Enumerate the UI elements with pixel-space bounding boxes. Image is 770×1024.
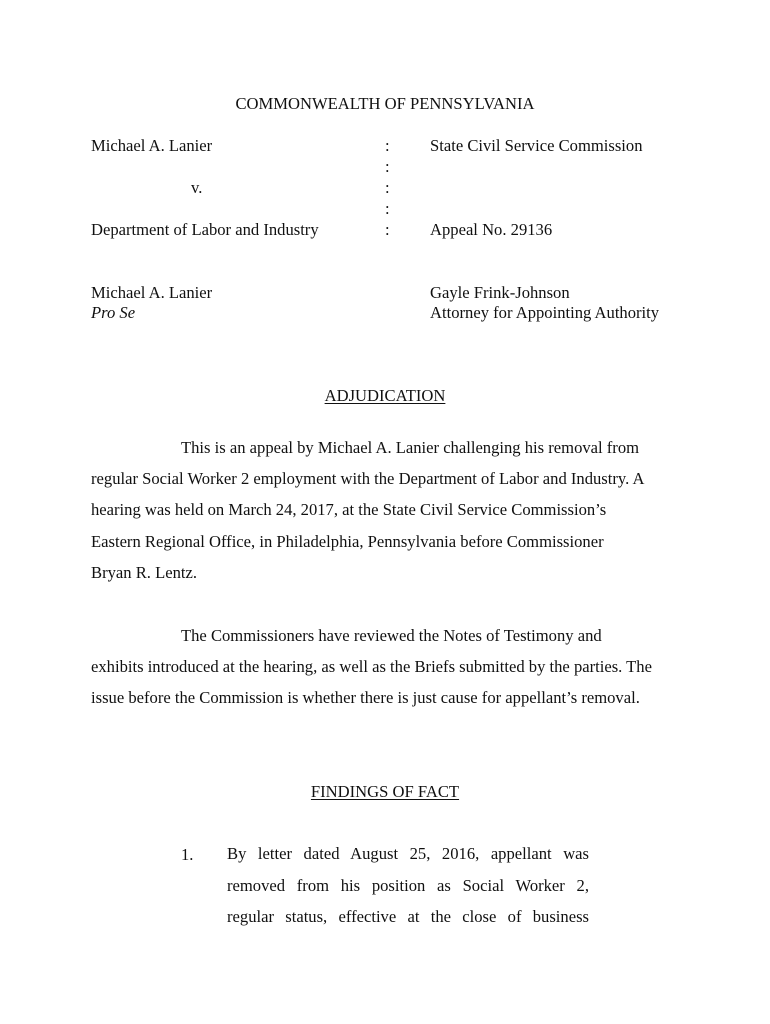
caption-tribunal: State Civil Service Commission: [430, 136, 643, 155]
paragraph-line: This is an appeal by Michael A. Lanier challenging his removal from: [181, 438, 640, 457]
adjudication-paragraph-2: [91, 620, 680, 714]
paragraph-line: Eastern Regional Office, in Philadelphia, Pennsylvania before Commissioner: [91, 531, 604, 551]
paragraph-line: Bryan R. Lentz.: [91, 562, 197, 582]
document-header: COMMONWEALTH OF PENNSYLVANIA: [235, 94, 535, 113]
caption-appeal-number: Appeal No. 29136: [430, 220, 553, 239]
adjudication-paragraph-1: [91, 432, 680, 588]
caption-colon: :: [385, 178, 390, 197]
finding-line: removed from his position as Social Worker 2,: [227, 875, 589, 895]
finding-number: 1.: [181, 845, 194, 864]
finding-line: By letter dated August 25, 2016, appellant was: [227, 844, 589, 863]
finding-text: [227, 838, 589, 933]
section-heading-findings: [0, 782, 770, 802]
findings-heading-text: FINDINGS OF FACT: [310, 782, 460, 801]
caption-colon: :: [385, 136, 390, 155]
caption-colon: :: [385, 199, 390, 218]
paragraph-line: issue before the Commission is whether there is just cause for appellant’s removal.: [91, 688, 640, 708]
paragraph-line: exhibits introduced at the hearing, as well as the Briefs submitted by the parties. The: [91, 657, 652, 677]
paragraph-line: The Commissioners have reviewed the Notes of Testimony and: [181, 626, 602, 645]
caption-appellant: Michael A. Lanier: [91, 136, 213, 155]
caption-colon: :: [385, 220, 390, 239]
counsel-appellant-role: Pro Se: [91, 303, 136, 322]
paragraph-line: hearing was held on March 24, 2017, at the State Civil Service Commission’s: [91, 500, 607, 520]
counsel-appointing-name: Gayle Frink-Johnson: [430, 283, 570, 302]
adjudication-heading-text: ADJUDICATION: [324, 386, 446, 405]
caption-colon: :: [385, 157, 390, 176]
caption-versus: v.: [191, 178, 203, 197]
counsel-appellant-name: Michael A. Lanier: [91, 283, 213, 302]
paragraph-line: regular Social Worker 2 employment with the Department of Labor and Industry. A: [91, 469, 645, 489]
caption-appellee: Department of Labor and Industry: [91, 220, 319, 239]
finding-line: regular status, effective at the close of business: [227, 907, 589, 927]
counsel-appointing-role: Attorney for Appointing Authority: [430, 303, 660, 322]
section-heading-adjudication: [0, 386, 770, 406]
